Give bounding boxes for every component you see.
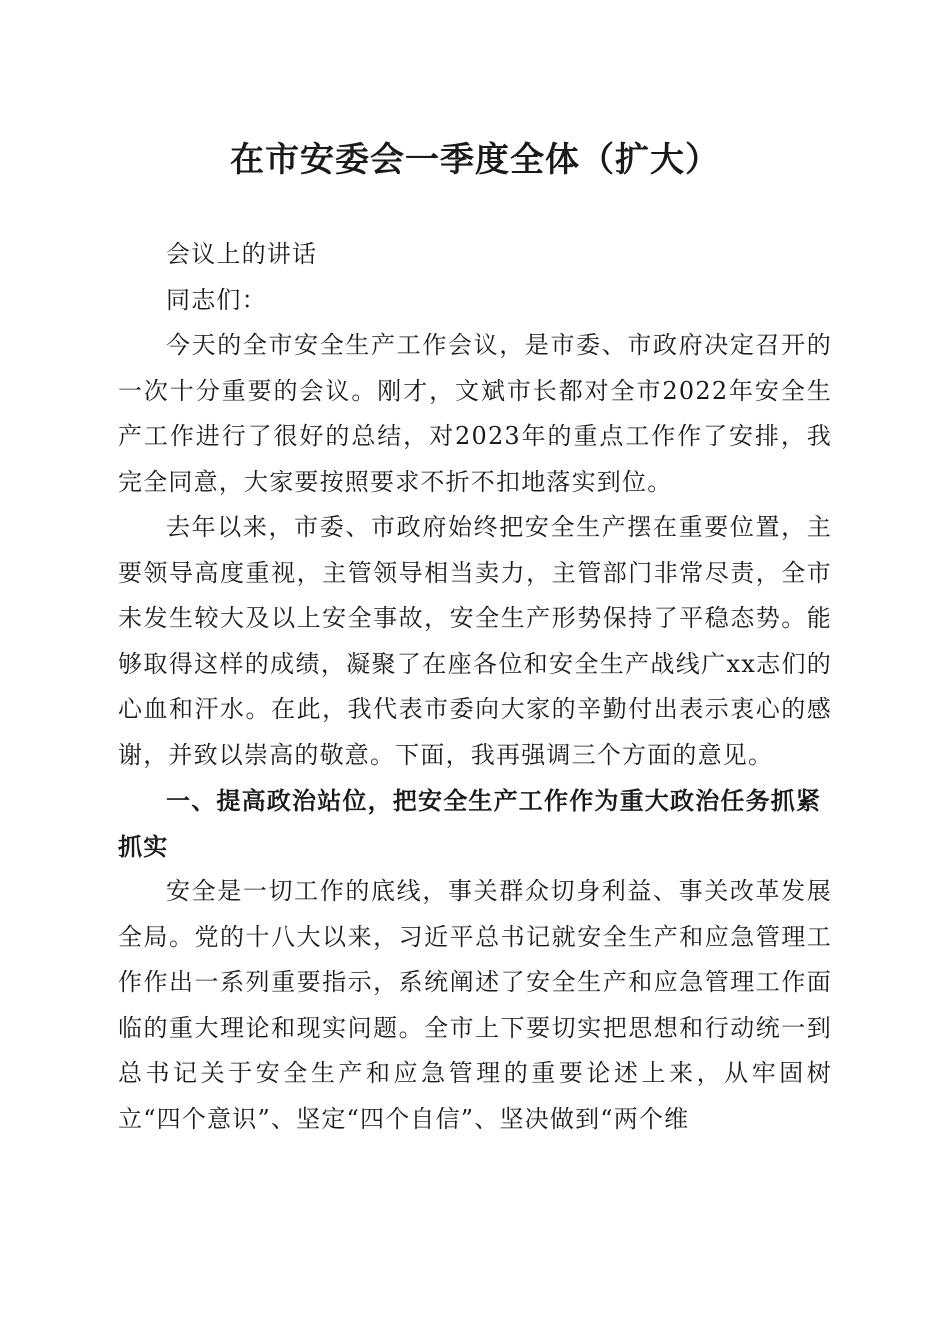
greeting: 同志们： <box>166 285 267 314</box>
section-heading-1: 一、提高政治站位，把安全生产工作作为重大政治任务抓紧抓实 <box>118 786 822 861</box>
paragraph-intro: 今天的全市安全生产工作会议，是市委、市政府决定召开的一次十分重要的会议。刚才，文斌市长都对全市2022年安全生产工作进行了很好的总结，对2023年的重点工作作了安排，我完全同意，大家要按照要求不折不扣地落实到位。 <box>118 331 832 496</box>
section-paragraph-1: 安全是一切工作的底线，事关群众切身利益、事关改革发展全局。党的十八大以来，习近平总书记就安全生产和应急管理工作作出一系列重要指示，系统阐述了安全生产和应急管理工作面临的重大理论和现实问题。全市上下要切实把思想和行动统一到总书记关于安全生产和应急管理的重要论述上来，从牢固树立“四个意识”、坚定“四个自信”、坚决做到“两个维 <box>118 877 832 1133</box>
document-title: 在市安委会一季度全体（扩大） <box>230 140 720 180</box>
document-page <box>118 128 832 1142</box>
document-subtitle: 会议上的讲话 <box>166 240 318 268</box>
paragraph-review: 去年以来，市委、市政府始终把安全生产摆在重要位置，主要领导高度重视，主管领导相当卖力，主管部门非常尽责，全市未发生较大及以上安全事故，安全生产形势保持了平稳态势。能够取得这样的成绩，凝聚了在座各位和安全生产战线广xx志们的心血和汗水。在此，我代表市委向大家的辛勤付出表示衷心的感谢，并致以崇高的敬意。下面，我再强调三个方面的意见。 <box>118 513 832 769</box>
